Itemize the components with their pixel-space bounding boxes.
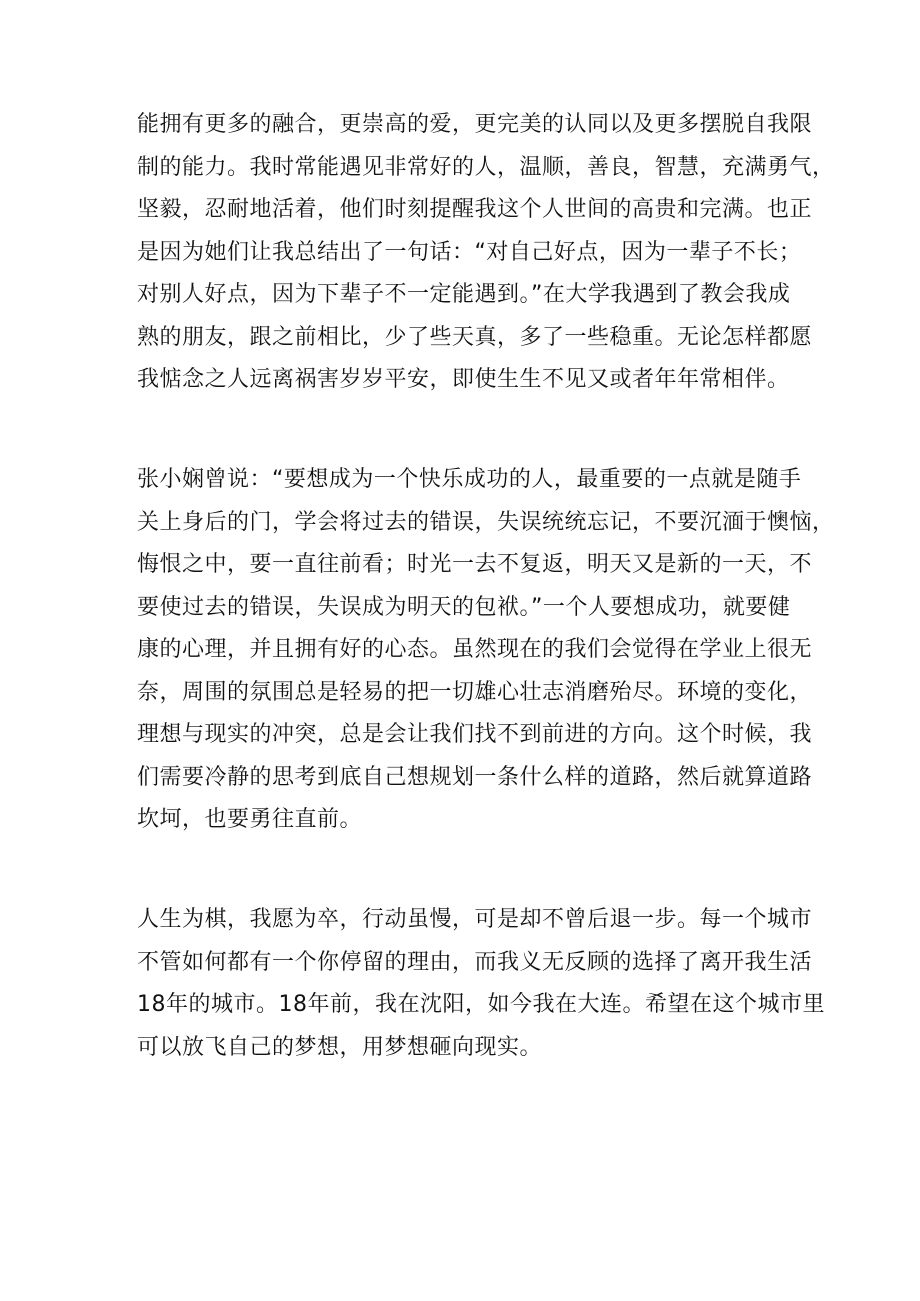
text-line: 不管如何都有一个你停留的理由，而我义无反顾的选择了离开我生活 bbox=[137, 949, 813, 975]
paragraph-3 bbox=[137, 899, 825, 1069]
text-line: 熟的朋友，跟之前相比，少了些天真，多了一些稳重。无论怎样都愿 bbox=[137, 324, 813, 350]
text-line: 关上身后的门，学会将过去的错误，失误统统忘记，不要沉湎于懊恼， bbox=[137, 509, 835, 535]
text-line: 理想与现实的冲突，总是会让我们找不到前进的方向。这个时候，我 bbox=[137, 722, 813, 747]
text-line: 悔恨之中，要一直往前看；时光一去不复返，明天又是新的一天，不 bbox=[137, 552, 813, 577]
text-line: 是因为她们让我总结出了一句话：“对自己好点，因为一辈子不长； bbox=[137, 239, 802, 265]
text-line: 康的心理，并且拥有好的心态。虽然现在的我们会觉得在学业上很无 bbox=[137, 637, 813, 662]
text-line: 我惦念之人远离祸害岁岁平安，即使生生不见又或者年年常相伴。 bbox=[137, 367, 790, 392]
text-line: 要使过去的错误，失误成为明天的包袱。”一个人要想成功，就要健 bbox=[137, 594, 791, 620]
paragraph-1 bbox=[137, 104, 835, 402]
text-line: 坎坷，也要勇往直前。 bbox=[137, 807, 363, 832]
text-line: 对别人好点，因为下辈子不一定能遇到。”在大学我遇到了教会我成 bbox=[137, 282, 791, 307]
text-line: 坚毅，忍耐地活着，他们时刻提醒我这个人世间的高贵和完满。也正 bbox=[137, 197, 813, 222]
paragraph-2 bbox=[137, 459, 835, 842]
text-line: 可以放飞自己的梦想，用梦想砸向现实。 bbox=[137, 1034, 543, 1060]
text-line: 18年的城市。18年前，我在沈阳，如今我在大连。希望在这个城市里 bbox=[137, 992, 825, 1017]
text-line: 人生为棋，我愿为卒，行动虽慢，可是却不曾后退一步。每一个城市 bbox=[137, 907, 813, 932]
text-line: 奈，周围的氛围总是轻易的把一切雄心壮志消磨殆尽。环境的变化， bbox=[137, 679, 813, 705]
text-line: 们需要冷静的思考到底自己想规划一条什么样的道路，然后就算道路 bbox=[137, 764, 813, 790]
text-line: 制的能力。我时常能遇见非常好的人，温顺，善良，智慧，充满勇气， bbox=[137, 154, 835, 180]
text-line: 张小娴曾说：“要想成为一个快乐成功的人，最重要的一点就是随手 bbox=[137, 467, 802, 492]
text-line: 能拥有更多的融合，更崇高的爱，更完美的认同以及更多摆脱自我限 bbox=[137, 112, 813, 137]
